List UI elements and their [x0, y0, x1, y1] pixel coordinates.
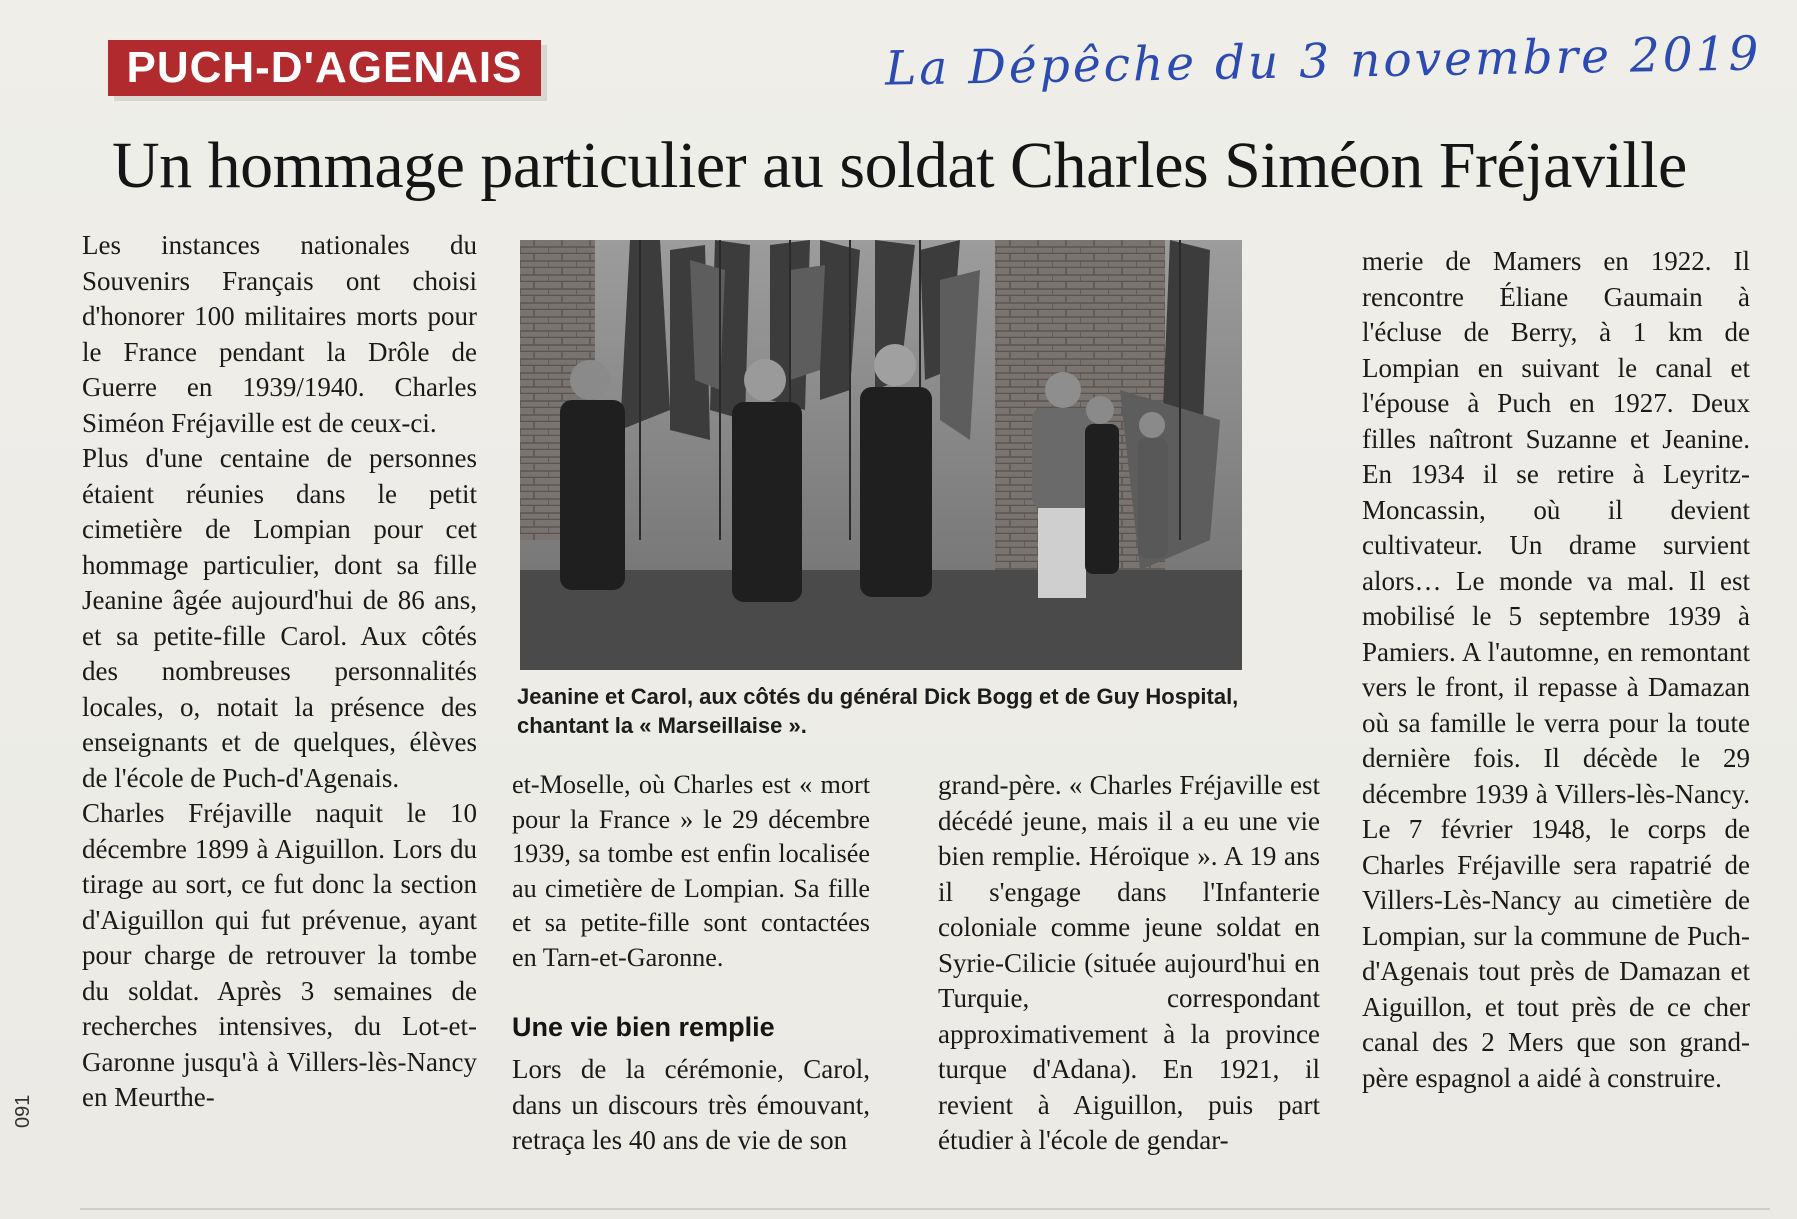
article-subheading: Une vie bien remplie — [512, 1012, 775, 1042]
photo-caption: Jeanine et Carol, aux côtés du général Dick Bogg et de Guy Hospital, chantant la « Marseillaise ». — [517, 684, 1239, 738]
handwritten-date-note: La Dépêche du 3 novembre 2019 — [884, 26, 1762, 97]
bottom-rule — [80, 1208, 1770, 1210]
column-4-text: merie de Mamers en 1922. Il rencontre Éliane Gaumain à l'écluse de Berry, à 1 km de Lompian en suivant le canal et l'épouse à Puch en 1927. Deux filles naîtront Suzanne et Jeanine. En 1934 il se retire à Leyritz-Moncassin, où il devient cultivateur. Un drame survient alors… Le monde va mal. Il est mobilisé le 5 septembre 1939 à Pamiers. A l'automne, en remontant vers le front, il repasse à Damazan où sa famille le verra pour la toute dernière fois. Il décède le 29 décembre 1939 à Villers-lès-Nancy. Le 7 février 1948, le corps de Charles Fréjaville sera rapatrié de Villers-Lès-Nancy au cimetière de Lompian, sur la commune de Puch-d'Agenais tout près de Damazan et Aiguillon, et tout près de ce cher canal des 2 Mers que son grand-père espagnol a aidé à construire. — [1362, 246, 1750, 1093]
column-1-paragraph-3: Charles Fréjaville naquit le 10 décembre 1899 à Aiguillon. Lors du tirage au sort, ce fut donc la section d'Aiguillon qui fut prévenue, ayant pour charge de retrouver la tombe du soldat. Après 3 semaines de recherches intensives, du Lot-et-Garonne jusqu'à à Villers-lès-Nancy en Meurthe- — [82, 798, 477, 1112]
article-column-2-continued — [512, 1052, 870, 1159]
article-photo — [520, 240, 1242, 670]
article-column-2 — [512, 768, 870, 975]
article-column-4 — [1362, 244, 1750, 1096]
article-headline: Un hommage particulier au soldat Charles Siméon Fréjaville — [112, 129, 1687, 202]
column-1-paragraph-1: Les instances nationales du Souvenirs Français ont choisi d'honorer 100 militaires morts pour le France pendant la Drôle de Guerre en 1939/1940. Charles Siméon Fréjaville est de ceux-ci. — [82, 230, 477, 438]
column-3-text: grand-père. « Charles Fréjaville est décédé jeune, mais il a eu une vie bien remplie. Héroïque ». A 19 ans il s'engage dans l'Infanterie coloniale comme jeune soldat en Syrie-Cilicie (située aujourd'hui en Turquie, correspondant approximativement à la province turque d'Adana). En 1921, il revient à Aiguillon, puis part étudier à l'école de gendar- — [938, 770, 1320, 1155]
page-number: 091 — [12, 1094, 34, 1128]
column-2-text: et-Moselle, où Charles est « mort pour la France » le 29 décembre 1939, sa tombe est enfin localisée au cimetière de Lompian. Sa fille et sa petite-fille sont contactées en Tarn-et-Garonne. — [512, 770, 870, 972]
column-2-after-text: Lors de la cérémonie, Carol, dans un discours très émouvant, retraça les 40 ans de vie de son — [512, 1054, 870, 1155]
article-column-1 — [82, 228, 477, 1116]
column-1-paragraph-2: Plus d'une centaine de personnes étaient réunies dans le petit cimetière de Lompian pour cet hommage particulier, dont sa fille Jeanine âgée aujourd'hui de 86 ans, et sa petite-fille Carol. Aux côtés des nombreuses personnalités locales, o, notait la présence des enseignants et de quelques, élèves de l'école de Puch-d'Agenais. — [82, 443, 477, 793]
ceremony-photo — [520, 240, 1242, 670]
section-tag-label: PUCH-D'AGENAIS — [126, 43, 523, 92]
section-tag — [108, 40, 541, 96]
article-column-3 — [938, 768, 1320, 1159]
